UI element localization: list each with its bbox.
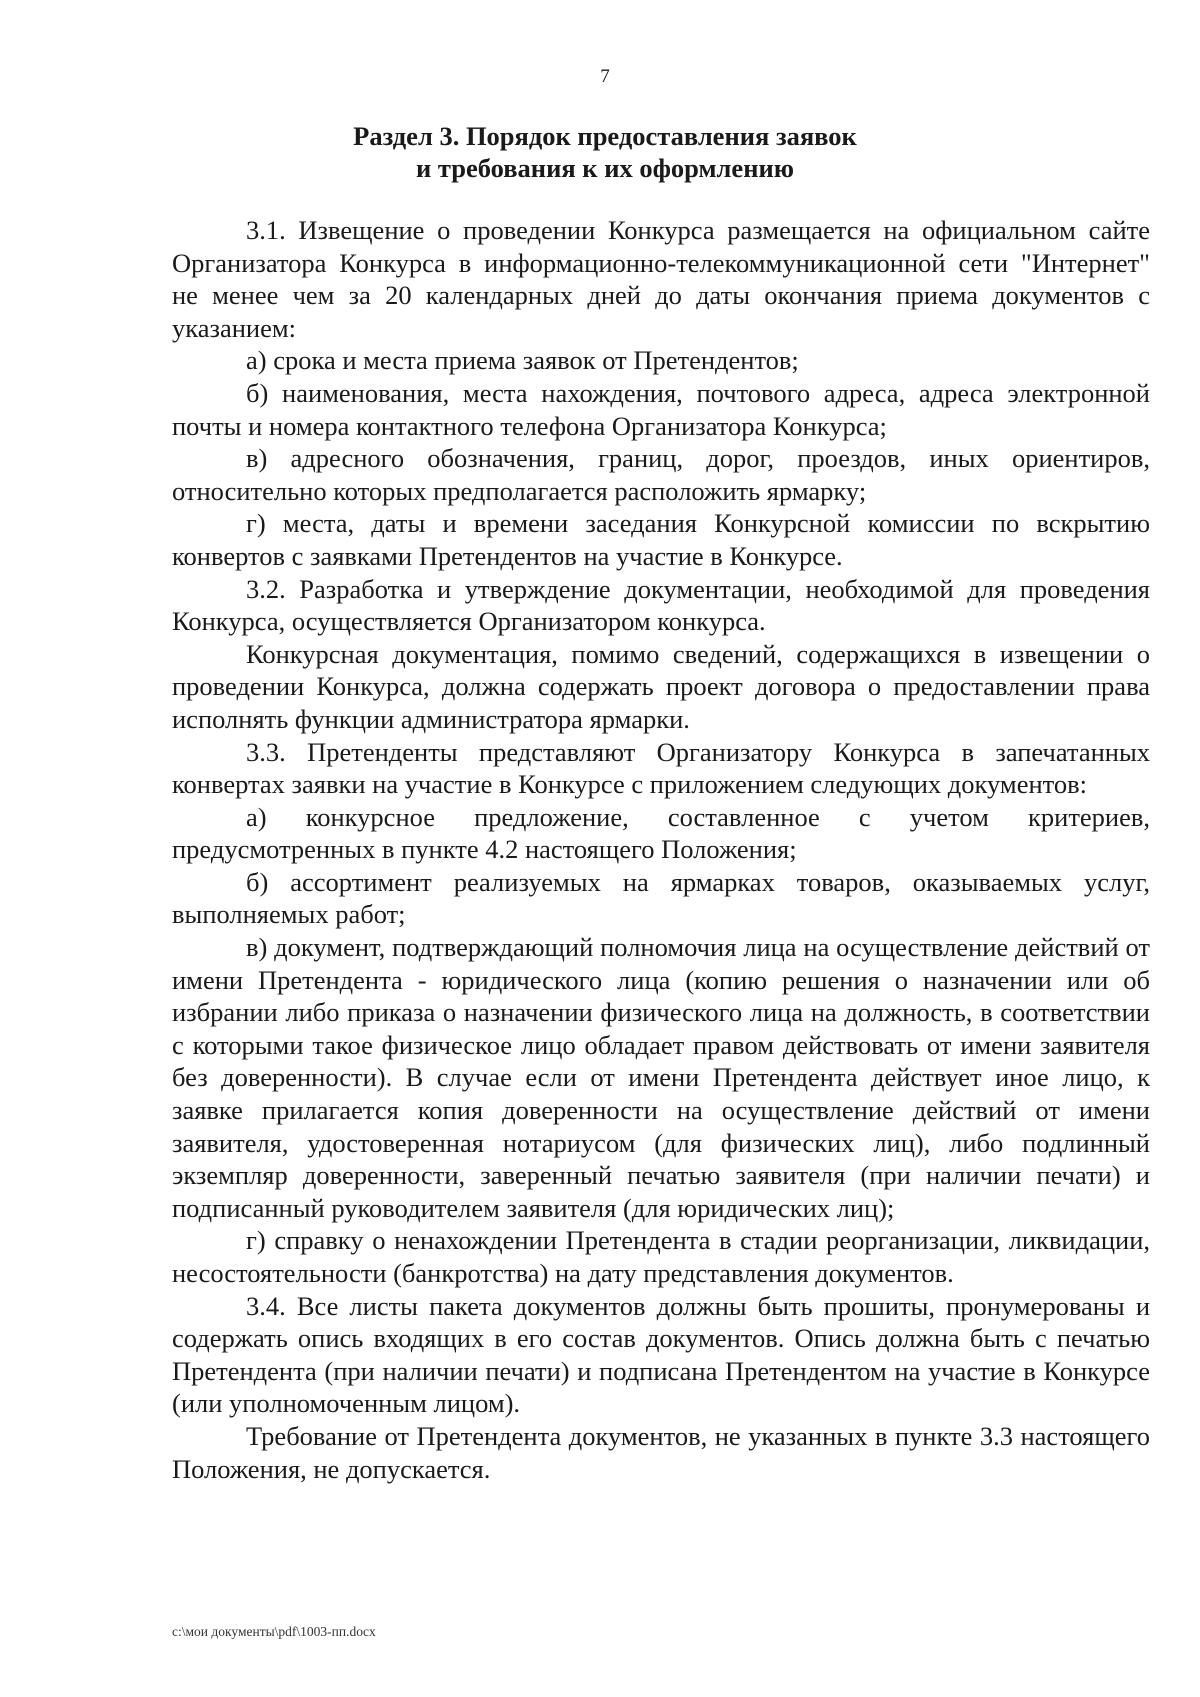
section-title-line-1: Раздел 3. Порядок предоставления заявок (353, 121, 857, 151)
paragraph-3-2: 3.2. Разработка и утверждение документации, необходимой для проведения Конкурса, осуществляется Организатором конкурса. (172, 573, 1150, 637)
list-item-g: г) справку о ненахождении Претендента в стадии реорганизации, ликвидации, несостоятельности (банкротства) на дату представления документов. (172, 1225, 1150, 1288)
paragraph-3-3: 3.3. Претенденты представляют Организатору Конкурса в запечатанных конвертах заявки на участие в Конкурсе с приложением следующих документов: (172, 736, 1150, 800)
list-item-v: в) документ, подтверждающий полномочия лица на осуществление действий от имени Претендента - юридического лица (копию решения о назначении или об избрании либо приказа о назначении физического лица на должность, в соответствии с которыми такое физическое лицо обладает правом действовать от имени заявителя без доверенности). В случае если от имени Претендента действует иное лицо, к заявке прилагается копия доверенности на осуществление действий от имени заявителя, удостоверенная нотариусом (для физических лиц), либо подлинный экземпляр доверенности, заверенный печатью заявителя (при наличии печати) и подписанный руководителем заявителя (для юридических лиц); (172, 932, 1150, 1223)
section-title (0, 120, 1200, 184)
list-item-b: б) ассортимент реализуемых на ярмарках товаров, оказываемых услуг, выполняемых работ; (172, 866, 1150, 930)
section-title-line-2: и требования к их оформлению (416, 153, 794, 183)
list-item-a: а) конкурсное предложение, составленное с учетом критериев, предусмотренных в пункте 4.2 настоящего Положения; (172, 801, 1150, 865)
list-item-a: а) срока и места приема заявок от Претендентов; (246, 345, 799, 376)
paragraph-competition-docs: Конкурсная документация, помимо сведений, содержащихся в извещении о проведении Конкурса, должна содержать проект договора о предоставлении права исполнять функции администратора ярмарки. (172, 638, 1150, 734)
paragraph-3-4: 3.4. Все листы пакета документов должны быть прошиты, пронумерованы и содержать опись входящих в его состав документов. Опись должна быть с печатью Претендента (при наличии печати) и подписана Претендентом на участие в Конкурсе (или уполномоченным лицом). (172, 1290, 1150, 1419)
page-number: 7 (600, 66, 610, 87)
list-item-b: б) наименования, места нахождения, почтового адреса, адреса электронной почты и номера контактного телефона Организатора Конкурса; (172, 377, 1150, 441)
list-item-g: г) места, даты и времени заседания Конкурсной комиссии по вскрытию конвертов с заявками Претендентов на участие в Конкурсе. (172, 508, 1150, 571)
document-body (172, 214, 1150, 1485)
paragraph-requirements: Требование от Претендента документов, не указанных в пункте 3.3 настоящего Положения, не допускается. (172, 1420, 1150, 1484)
file-path-footer: c:\мои документы\pdf\1003-пп.docx (172, 1624, 376, 1639)
paragraph-3-1: 3.1. Извещение о проведении Конкурса размещается на официальном сайте Организатора Конкурса в информационно-телекоммуникационной сети "Интернет" не менее чем за 20 календарных дней до даты окончания приема документов с указанием: (172, 215, 1150, 343)
list-item-v: в) адресного обозначения, границ, дорог, проездов, иных ориентиров, относительно которых предполагается расположить ярмарку; (172, 443, 1150, 506)
